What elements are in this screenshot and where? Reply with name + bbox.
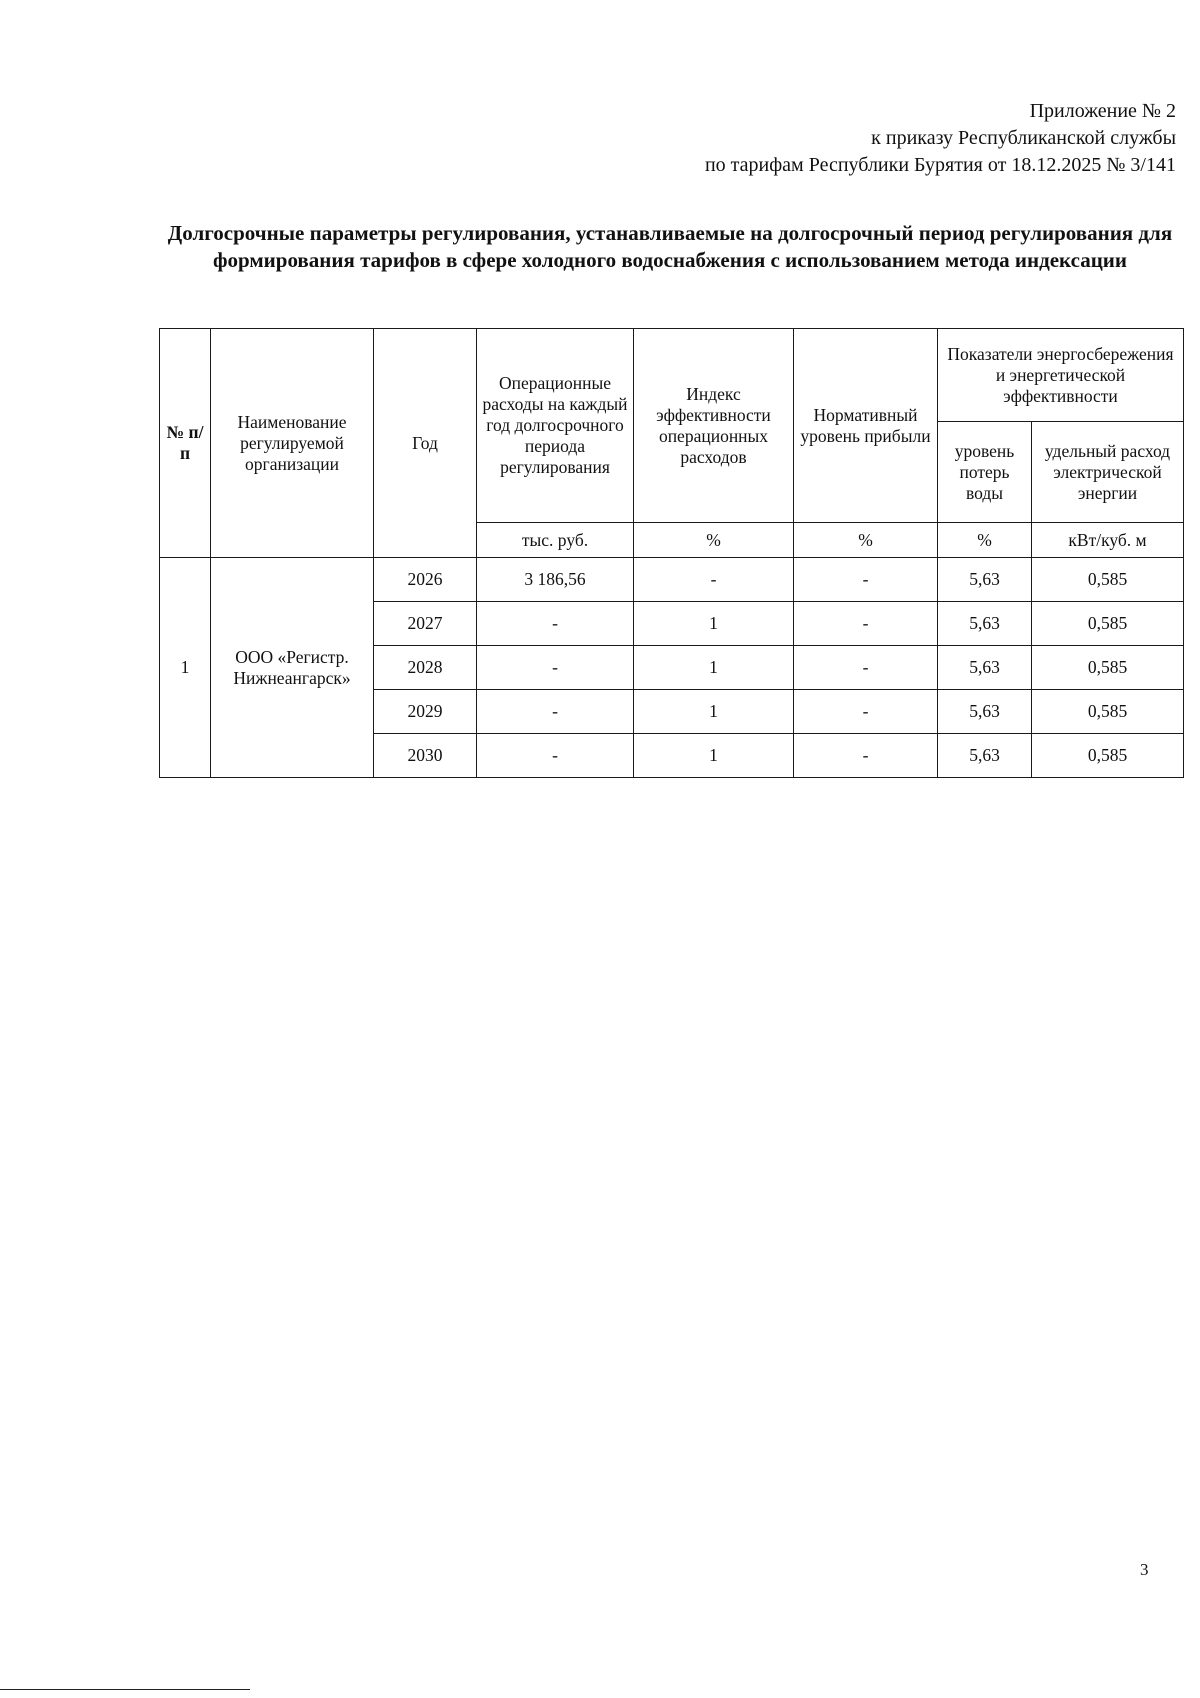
cell-year: 2026 xyxy=(374,558,477,602)
document-title: Долгосрочные параметры регулирования, устанавливаемые на долгосрочный период регулирования для формирования тарифов в сфере холодного водоснабжения с использованием метода индексации xyxy=(167,221,1173,272)
cell-opex: - xyxy=(477,646,634,690)
header-efficiency-index: Индекс эффективности операционных расходов xyxy=(634,329,794,523)
appendix-line-1: Приложение № 2 xyxy=(1029,100,1176,122)
page-number: 3 xyxy=(1140,1560,1149,1579)
cell-electricity: 0,585 xyxy=(1032,558,1184,602)
cell-index: 1 xyxy=(634,602,794,646)
cell-year: 2030 xyxy=(374,734,477,778)
cell-electricity: 0,585 xyxy=(1032,602,1184,646)
cell-index: 1 xyxy=(634,690,794,734)
cell-profit: - xyxy=(794,690,938,734)
appendix-header xyxy=(476,98,1176,179)
cell-electricity: 0,585 xyxy=(1032,690,1184,734)
unit-index: % xyxy=(634,523,794,558)
table-row xyxy=(160,558,1184,602)
header-profit-level: Нормативный уровень прибыли xyxy=(794,329,938,523)
cell-water-loss: 5,63 xyxy=(938,602,1032,646)
cell-profit: - xyxy=(794,558,938,602)
header-electricity: удельный расход электрической энергии xyxy=(1032,422,1184,523)
cell-water-loss: 5,63 xyxy=(938,690,1032,734)
cell-year: 2029 xyxy=(374,690,477,734)
row-number: 1 xyxy=(160,558,211,778)
unit-electricity: кВт/куб. м xyxy=(1032,523,1184,558)
appendix-line-3: по тарифам Республики Бурятия от 18.12.2025 № 3/141 xyxy=(704,154,1176,176)
header-num: № п/п xyxy=(160,329,211,558)
cell-year: 2027 xyxy=(374,602,477,646)
cell-opex: - xyxy=(477,734,634,778)
cell-profit: - xyxy=(794,646,938,690)
header-opex: Операционные расходы на каждый год долгосрочного периода регулирования xyxy=(477,329,634,523)
cell-electricity: 0,585 xyxy=(1032,646,1184,690)
header-water-loss: уровень потерь воды xyxy=(938,422,1032,523)
header-year: Год xyxy=(374,329,477,558)
organization-name: ООО «Регистр. Нижнеангарск» xyxy=(211,558,374,778)
cell-index: 1 xyxy=(634,646,794,690)
cell-water-loss: 5,63 xyxy=(938,558,1032,602)
header-organization: Наименование регулируемой организации xyxy=(211,329,374,558)
appendix-line-2: к приказу Республиканской службы xyxy=(871,127,1176,149)
unit-profit: % xyxy=(794,523,938,558)
cell-opex: - xyxy=(477,602,634,646)
cell-year: 2028 xyxy=(374,646,477,690)
cell-opex: 3 186,56 xyxy=(477,558,634,602)
unit-water-loss: % xyxy=(938,523,1032,558)
cell-profit: - xyxy=(794,734,938,778)
cell-index: 1 xyxy=(634,734,794,778)
footer-divider xyxy=(0,1689,250,1690)
cell-profit: - xyxy=(794,602,938,646)
header-energy-group: Показатели энергосбережения и энергетической эффективности xyxy=(938,329,1184,422)
cell-water-loss: 5,63 xyxy=(938,734,1032,778)
parameters-table xyxy=(159,328,1184,778)
cell-water-loss: 5,63 xyxy=(938,646,1032,690)
cell-electricity: 0,585 xyxy=(1032,734,1184,778)
unit-opex: тыс. руб. xyxy=(477,523,634,558)
cell-index: - xyxy=(634,558,794,602)
cell-opex: - xyxy=(477,690,634,734)
